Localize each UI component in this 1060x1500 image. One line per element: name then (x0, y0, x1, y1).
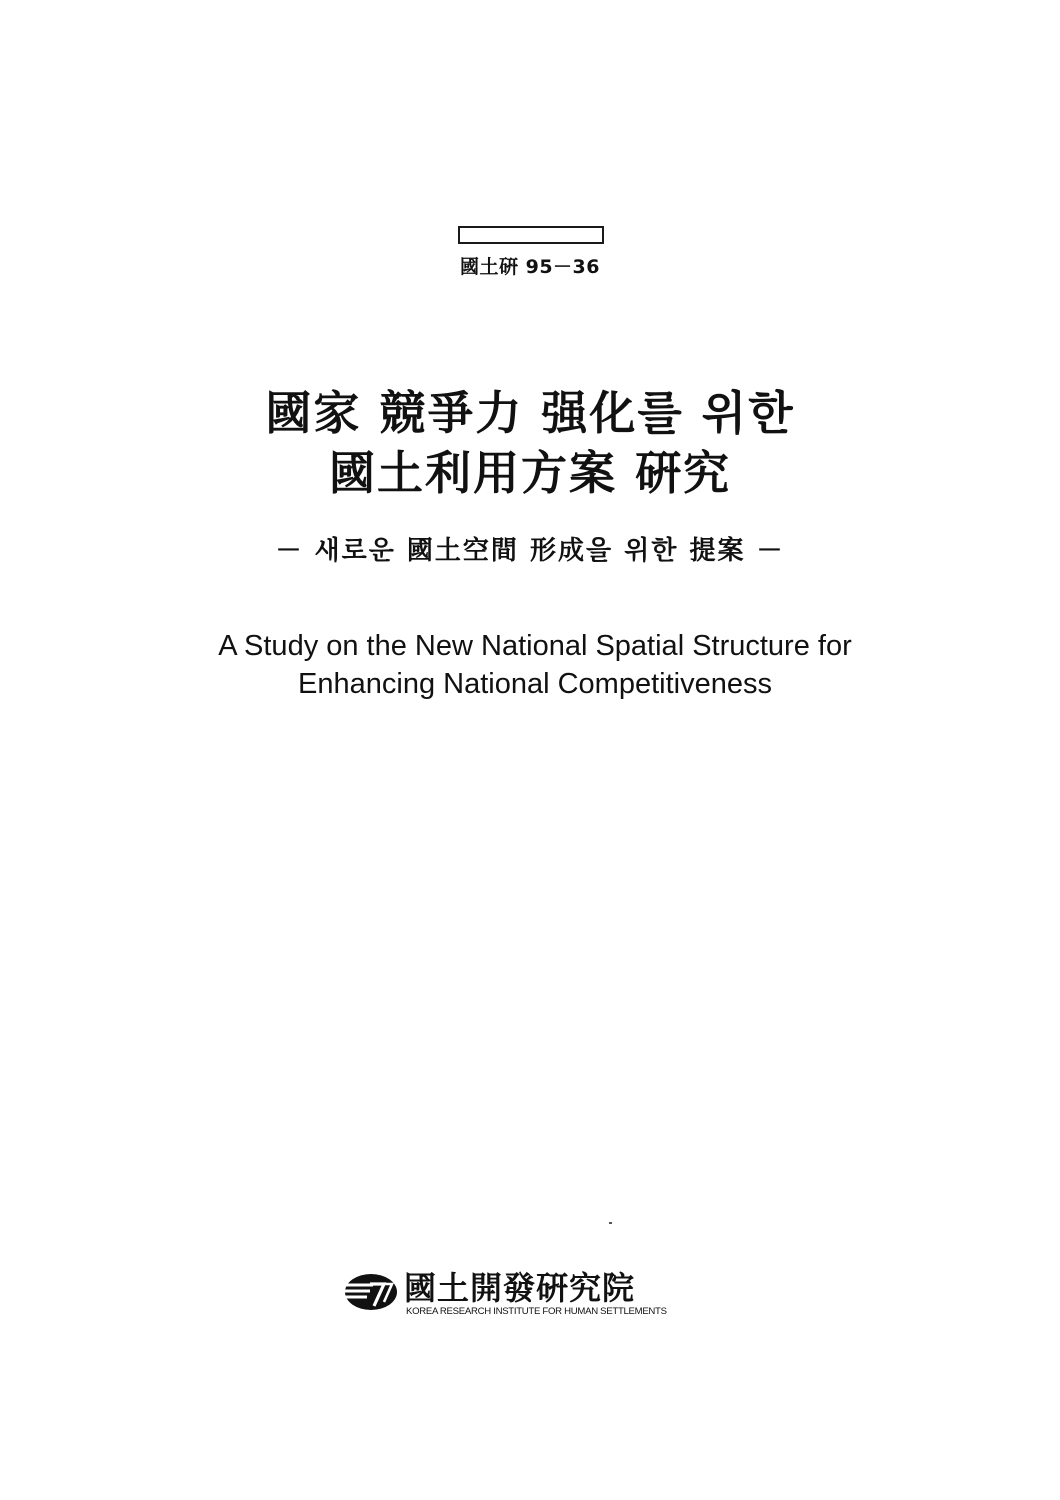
korean-subtitle: － 새로운 國土空間 形成을 위한 提案 － (275, 536, 785, 566)
english-title-line-1: A Study on the New National Spatial Structure for (218, 630, 852, 662)
publisher-name-english: KOREA RESEARCH INSTITUTE FOR HUMAN SETTLEMENTS (406, 1306, 667, 1317)
english-title-line-2: Enhancing National Competitiveness (298, 668, 772, 700)
publisher-name-hanja: 國土開發硏究院 (404, 1269, 636, 1307)
korean-title-line-1: 國家 競爭力 强化를 위한 (265, 386, 795, 440)
scan-speck (609, 1222, 612, 1224)
report-label-box (458, 226, 604, 244)
report-number: 國土硏 95－36 (460, 256, 600, 278)
publisher-block (340, 1270, 740, 1330)
korean-title-line-2: 國土利用方案 硏究 (328, 446, 731, 500)
krihs-logo-icon (340, 1272, 398, 1312)
